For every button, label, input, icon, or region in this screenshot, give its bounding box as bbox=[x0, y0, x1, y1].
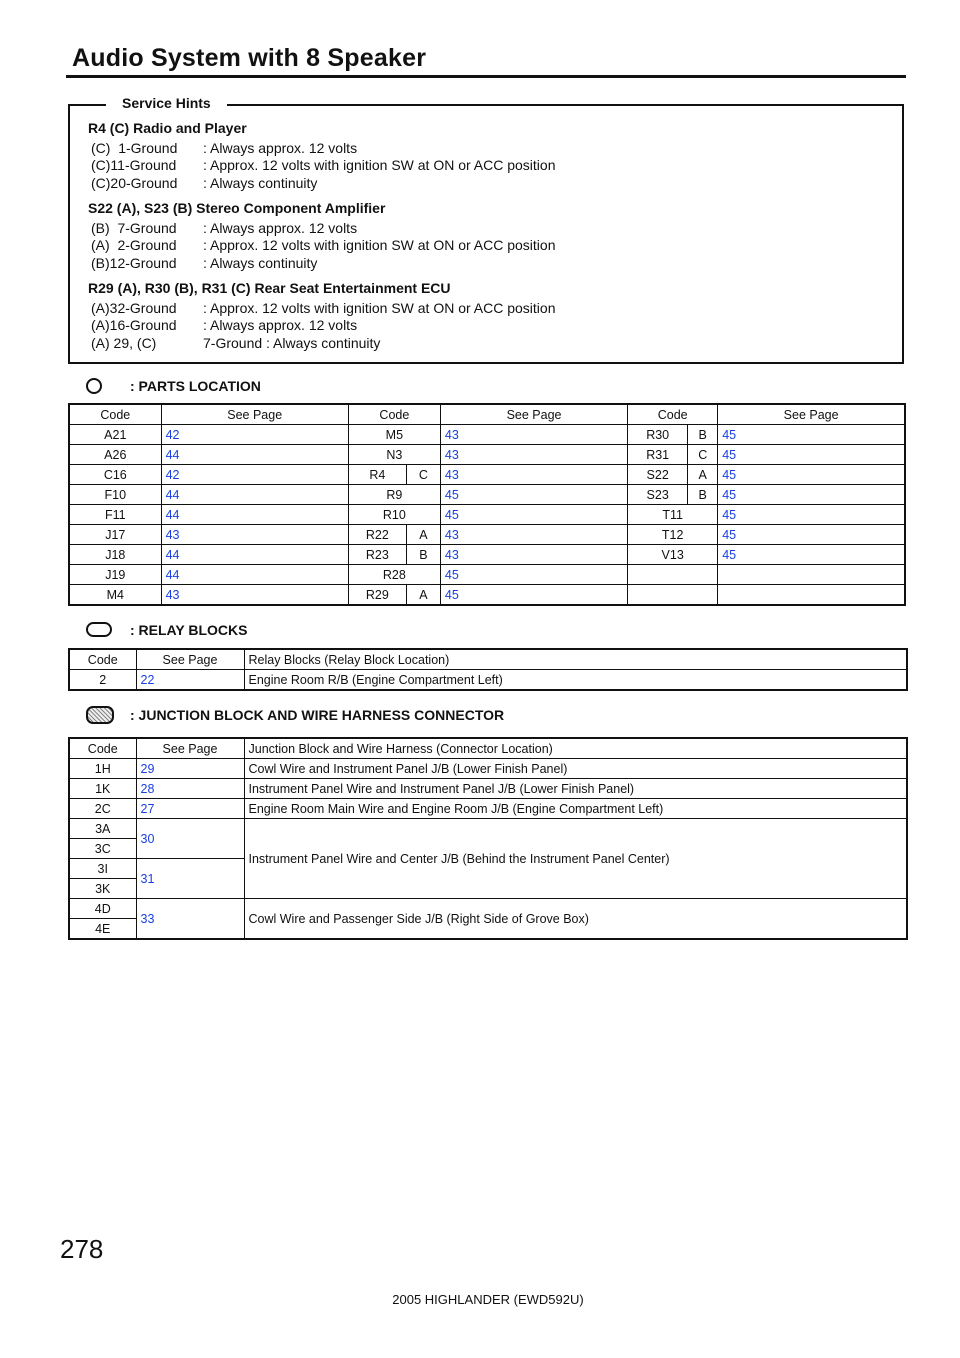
part-code: T12 bbox=[628, 525, 718, 545]
column-header: Relay Blocks (Relay Block Location) bbox=[244, 649, 907, 670]
part-page-link[interactable]: 42 bbox=[161, 465, 348, 485]
part-connector-letter: B bbox=[688, 485, 718, 505]
part-page-link[interactable]: 45 bbox=[718, 445, 905, 465]
relay-code: 2 bbox=[69, 670, 136, 691]
table-row bbox=[69, 525, 905, 545]
part-page-link[interactable]: 44 bbox=[161, 485, 348, 505]
table-row bbox=[69, 585, 905, 606]
part-connector-letter: A bbox=[688, 465, 718, 485]
title-rule bbox=[66, 75, 906, 78]
part-code: S23 bbox=[628, 485, 688, 505]
part-page-link[interactable]: 45 bbox=[718, 525, 905, 545]
part-code: R30 bbox=[628, 425, 688, 445]
part-page-link[interactable]: 45 bbox=[440, 565, 627, 585]
column-header: See Page bbox=[161, 404, 348, 425]
part-code bbox=[628, 565, 718, 585]
part-page-link[interactable]: 44 bbox=[161, 445, 348, 465]
part-code: R10 bbox=[348, 505, 440, 525]
hint-desc: : Always continuity bbox=[203, 174, 318, 191]
part-page-link[interactable]: 45 bbox=[440, 485, 627, 505]
part-code: T11 bbox=[628, 505, 718, 525]
hint-desc: : Always approx. 12 volts bbox=[203, 139, 358, 156]
jb-code: 2C bbox=[69, 799, 136, 819]
relay-blocks-table bbox=[68, 648, 908, 691]
part-connector-letter: C bbox=[406, 465, 440, 485]
parts-location-circle-icon bbox=[86, 378, 102, 394]
table-row bbox=[69, 819, 907, 839]
junction-block-hatched-icon bbox=[86, 706, 114, 724]
part-page-link[interactable]: 43 bbox=[440, 425, 627, 445]
part-code: J17 bbox=[69, 525, 161, 545]
parts-location-table bbox=[68, 403, 906, 606]
jb-page-link[interactable]: 30 bbox=[136, 819, 244, 859]
part-connector-letter: A bbox=[406, 525, 440, 545]
column-header: See Page bbox=[136, 649, 244, 670]
part-page-link[interactable]: 43 bbox=[440, 545, 627, 565]
part-code: J19 bbox=[69, 565, 161, 585]
part-code: V13 bbox=[628, 545, 718, 565]
part-page-link[interactable]: 42 bbox=[161, 425, 348, 445]
part-page-link[interactable]: 45 bbox=[718, 485, 905, 505]
relay-location: Engine Room R/B (Engine Compartment Left) bbox=[244, 670, 907, 691]
relay-blocks-legend bbox=[86, 621, 248, 638]
hint-desc: : Approx. 12 volts with ignition SW at ON or ACC position bbox=[203, 237, 556, 253]
table-row bbox=[69, 465, 905, 485]
hint-line bbox=[88, 255, 556, 273]
jb-code: 4D bbox=[69, 899, 136, 919]
part-page-link[interactable]: 45 bbox=[440, 585, 627, 606]
column-header: Code bbox=[628, 404, 718, 425]
part-connector-letter: B bbox=[406, 545, 440, 565]
page-number: 278 bbox=[60, 1234, 104, 1264]
relay-page-link[interactable]: 22 bbox=[136, 670, 244, 691]
hint-pin: (A)16-Ground bbox=[91, 317, 177, 333]
part-page-link[interactable]: 43 bbox=[440, 465, 627, 485]
hint-heading: R29 (A), R30 (B), R31 (C) Rear Seat Entertainment ECU bbox=[88, 280, 451, 296]
jb-page-link[interactable]: 28 bbox=[136, 779, 244, 799]
jb-page-link[interactable]: 27 bbox=[136, 799, 244, 819]
jb-code: 3A bbox=[69, 819, 136, 839]
hint-pin: (A) 29, (C) bbox=[91, 334, 157, 351]
hint-group bbox=[88, 280, 556, 352]
hint-line bbox=[88, 300, 556, 318]
jb-location: Instrument Panel Wire and Instrument Panel J/B (Lower Finish Panel) bbox=[244, 779, 907, 799]
part-code: S22 bbox=[628, 465, 688, 485]
hint-heading: R4 (C) Radio and Player bbox=[88, 120, 247, 136]
junction-block-label: : JUNCTION BLOCK AND WIRE HARNESS CONNECTOR bbox=[130, 707, 505, 723]
jb-code: 3K bbox=[69, 879, 136, 899]
part-page-link bbox=[718, 585, 905, 606]
page-title: Audio System with 8 Speaker bbox=[72, 44, 427, 72]
hint-desc: : Approx. 12 volts with ignition SW at ON or ACC position bbox=[203, 299, 556, 316]
relay-block-oval-icon bbox=[86, 622, 112, 637]
column-header: See Page bbox=[136, 738, 244, 759]
part-code: F11 bbox=[69, 505, 161, 525]
jb-code: 1H bbox=[69, 759, 136, 779]
part-code: C16 bbox=[69, 465, 161, 485]
part-code: R31 bbox=[628, 445, 688, 465]
jb-page-link[interactable]: 31 bbox=[136, 859, 244, 899]
part-page-link[interactable]: 45 bbox=[718, 425, 905, 445]
part-page-link[interactable]: 45 bbox=[718, 465, 905, 485]
table-header-row bbox=[69, 404, 905, 425]
table-row bbox=[69, 425, 905, 445]
hint-group bbox=[88, 120, 556, 192]
part-code: N3 bbox=[348, 445, 440, 465]
hint-desc: : Always approx. 12 volts bbox=[203, 219, 358, 236]
hint-desc: : Always approx. 12 volts bbox=[203, 317, 358, 333]
part-page-link[interactable]: 43 bbox=[440, 525, 627, 545]
hint-pin: (C) 1-Ground bbox=[91, 139, 178, 156]
hint-line bbox=[88, 335, 556, 353]
column-header: Code bbox=[69, 738, 136, 759]
table-row bbox=[69, 759, 907, 779]
hint-pin: (B) 7-Ground bbox=[91, 219, 177, 236]
part-page-link[interactable]: 45 bbox=[718, 505, 905, 525]
part-connector-letter: B bbox=[688, 425, 718, 445]
hint-line bbox=[88, 140, 556, 158]
column-header: Code bbox=[348, 404, 440, 425]
hint-pin: (B)12-Ground bbox=[91, 254, 177, 271]
column-header: See Page bbox=[440, 404, 627, 425]
jb-location: Instrument Panel Wire and Center J/B (Behind the Instrument Panel Center) bbox=[244, 819, 907, 899]
hint-desc: : Approx. 12 volts with ignition SW at ON or ACC position bbox=[203, 157, 556, 173]
part-code: R28 bbox=[348, 565, 440, 585]
table-row bbox=[69, 445, 905, 465]
jb-page-link[interactable]: 29 bbox=[136, 759, 244, 779]
service-hints-body bbox=[88, 120, 556, 360]
hint-line bbox=[88, 317, 556, 335]
junction-block-legend bbox=[86, 706, 505, 724]
table-header-row bbox=[69, 649, 907, 670]
hint-heading: S22 (A), S23 (B) Stereo Component Amplifier bbox=[88, 200, 386, 216]
part-code: R22 bbox=[348, 525, 406, 545]
hint-pin: (A)32-Ground bbox=[91, 299, 177, 316]
table-header-row bbox=[69, 738, 907, 759]
jb-location: Cowl Wire and Instrument Panel J/B (Lower Finish Panel) bbox=[244, 759, 907, 779]
hint-desc: 7-Ground : Always continuity bbox=[203, 334, 381, 351]
parts-location-legend bbox=[86, 378, 261, 394]
column-header: See Page bbox=[718, 404, 905, 425]
jb-code: 3C bbox=[69, 839, 136, 859]
column-header: Code bbox=[69, 404, 161, 425]
service-hints-legend: Service Hints bbox=[106, 95, 227, 111]
table-row bbox=[69, 899, 907, 919]
part-page-link[interactable]: 43 bbox=[161, 585, 348, 606]
table-row bbox=[69, 485, 905, 505]
part-code: R23 bbox=[348, 545, 406, 565]
part-code: A26 bbox=[69, 445, 161, 465]
hint-pin: (C)20-Ground bbox=[91, 174, 178, 191]
jb-location: Engine Room Main Wire and Engine Room J/B (Engine Compartment Left) bbox=[244, 799, 907, 819]
table-row bbox=[69, 565, 905, 585]
part-page-link[interactable]: 45 bbox=[718, 545, 905, 565]
part-code: R4 bbox=[348, 465, 406, 485]
hint-pin: (A) 2-Ground bbox=[91, 237, 177, 253]
part-page-link[interactable]: 45 bbox=[440, 505, 627, 525]
table-row bbox=[69, 505, 905, 525]
hint-desc: : Always continuity bbox=[203, 254, 318, 271]
table-row bbox=[69, 670, 907, 691]
part-connector-letter: C bbox=[688, 445, 718, 465]
part-page-link[interactable]: 44 bbox=[161, 545, 348, 565]
parts-location-label: : PARTS LOCATION bbox=[130, 378, 261, 394]
footer-model: 2005 HIGHLANDER (EWD592U) bbox=[392, 1292, 584, 1307]
table-row bbox=[69, 545, 905, 565]
part-page-link[interactable]: 44 bbox=[161, 505, 348, 525]
part-connector-letter: A bbox=[406, 585, 440, 606]
part-code: A21 bbox=[69, 425, 161, 445]
hint-pin: (C)11-Ground bbox=[91, 157, 177, 173]
table-row bbox=[69, 779, 907, 799]
part-code: M5 bbox=[348, 425, 440, 445]
relay-blocks-label: : RELAY BLOCKS bbox=[130, 621, 248, 638]
hint-line bbox=[88, 220, 556, 238]
jb-code: 1K bbox=[69, 779, 136, 799]
part-code: R29 bbox=[348, 585, 406, 606]
part-code: F10 bbox=[69, 485, 161, 505]
table-row bbox=[69, 799, 907, 819]
part-code: R9 bbox=[348, 485, 440, 505]
column-header: Code bbox=[69, 649, 136, 670]
hint-line bbox=[88, 175, 556, 193]
jb-code: 4E bbox=[69, 919, 136, 940]
service-hints-box bbox=[68, 95, 904, 364]
part-code: M4 bbox=[69, 585, 161, 606]
part-page-link[interactable]: 44 bbox=[161, 565, 348, 585]
part-page-link[interactable]: 43 bbox=[161, 525, 348, 545]
hint-line bbox=[88, 157, 556, 175]
part-page-link bbox=[718, 565, 905, 585]
part-code: J18 bbox=[69, 545, 161, 565]
jb-location: Cowl Wire and Passenger Side J/B (Right Side of Grove Box) bbox=[244, 899, 907, 940]
part-page-link[interactable]: 43 bbox=[440, 445, 627, 465]
junction-block-table bbox=[68, 737, 908, 940]
hint-group bbox=[88, 200, 556, 272]
part-code bbox=[628, 585, 718, 606]
jb-code: 3I bbox=[69, 859, 136, 879]
hint-line bbox=[88, 237, 556, 255]
jb-page-link[interactable]: 33 bbox=[136, 899, 244, 940]
column-header: Junction Block and Wire Harness (Connector Location) bbox=[244, 738, 907, 759]
